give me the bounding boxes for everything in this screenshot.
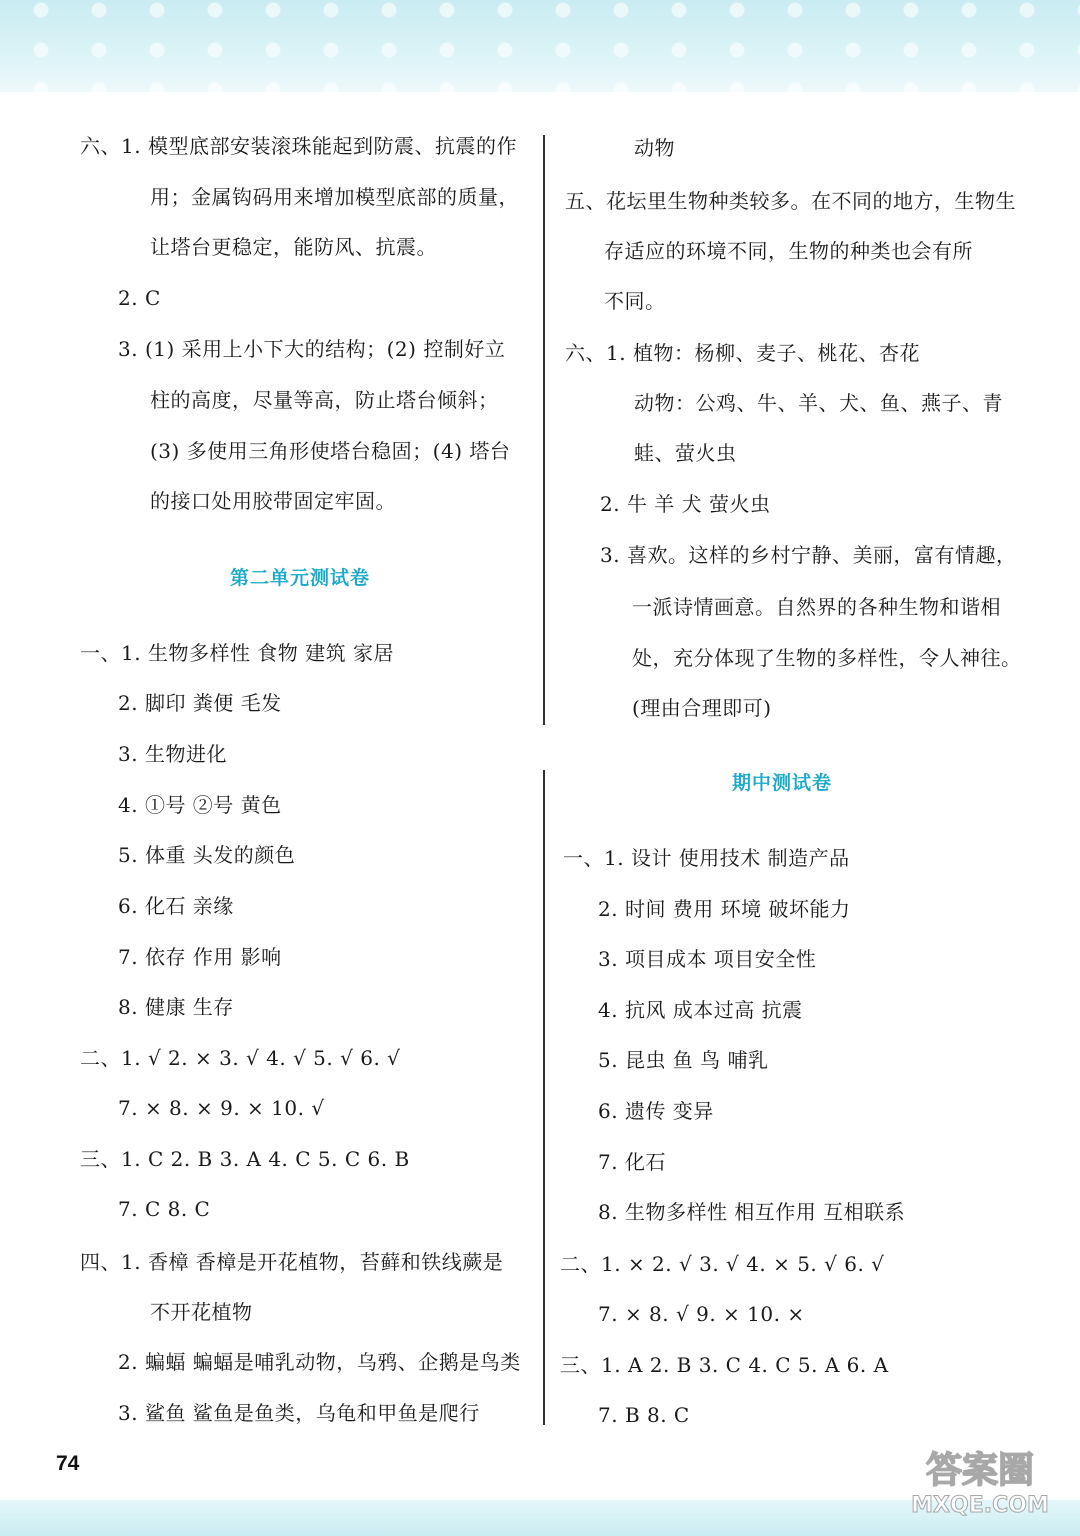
right-line: 动物：公鸡、牛、羊、犬、鱼、燕子、青 xyxy=(634,391,1003,415)
right-line: 7. × 8. √ 9. × 10. × xyxy=(598,1302,805,1326)
left-line: 3. 鲨鱼 鲨鱼是鱼类，乌龟和甲鱼是爬行 xyxy=(118,1401,480,1425)
right-line: 蛙、萤火虫 xyxy=(634,441,737,465)
left-line: 5. 体重 头发的颜色 xyxy=(118,843,296,867)
left-line: 6. 化石 亲缘 xyxy=(118,894,234,918)
left-line: 3. (1) 采用上小下大的结构；(2) 控制好立 xyxy=(118,337,506,361)
left-line: 2. 脚印 粪便 毛发 xyxy=(118,691,282,715)
right-line: 2. 时间 费用 环境 破坏能力 xyxy=(598,897,851,921)
left-line: 7. C 8. C xyxy=(118,1197,211,1221)
left-line: 二、1. √ 2. × 3. √ 4. √ 5. √ 6. √ xyxy=(80,1046,401,1070)
top-decorative-band xyxy=(0,0,1080,92)
right-line: 一派诗情画意。自然界的各种生物和谐相 xyxy=(632,595,1001,619)
section-title-unit2: 第二单元测试卷 xyxy=(230,567,371,589)
watermark-logo xyxy=(900,1440,1060,1520)
watermark-top-text: 答案圈 xyxy=(925,1450,1035,1491)
left-line: 不开花植物 xyxy=(150,1300,253,1324)
right-line: 存适应的环境不同，生物的种类也会有所 xyxy=(604,239,973,263)
left-line: 柱的高度，尽量等高，防止塔台倾斜； xyxy=(150,388,499,412)
right-line: 不同。 xyxy=(604,289,666,313)
left-line: 的接口处用胶带固定牢固。 xyxy=(150,489,396,513)
left-line: 7. 依存 作用 影响 xyxy=(118,945,282,969)
right-line: 7. B 8. C xyxy=(598,1403,690,1427)
right-line: 三、1. A 2. B 3. C 4. C 5. A 6. A xyxy=(560,1353,889,1377)
left-line: 8. 健康 生存 xyxy=(118,995,234,1019)
right-line: 五、花坛里生物种类较多。在不同的地方，生物生 xyxy=(565,189,1016,213)
right-line: 动物 xyxy=(634,136,675,160)
right-line: 6. 遗传 变异 xyxy=(598,1099,714,1123)
column-divider-lower xyxy=(543,770,545,1425)
right-line: 4. 抗风 成本过高 抗震 xyxy=(598,998,803,1022)
left-line: 六、1. 模型底部安装滚珠能起到防震、抗震的作 xyxy=(80,134,517,158)
left-line: 三、1. C 2. B 3. A 4. C 5. C 6. B xyxy=(80,1147,410,1171)
left-line: (3) 多使用三角形使塔台稳固；(4) 塔台 xyxy=(150,439,511,463)
left-line: 2. 蝙蝠 蝙蝠是哺乳动物，乌鸦、企鹅是鸟类 xyxy=(118,1350,521,1374)
watermark-bottom-text: MXQE.COM xyxy=(911,1493,1049,1518)
right-line: 2. 牛 羊 犬 萤火虫 xyxy=(600,492,771,516)
left-line: 2. C xyxy=(118,286,161,310)
left-line: 3. 生物进化 xyxy=(118,742,227,766)
right-line: 5. 昆虫 鱼 鸟 哺乳 xyxy=(598,1048,769,1072)
column-divider-upper xyxy=(543,135,545,725)
right-line: 7. 化石 xyxy=(598,1150,666,1174)
right-line: 二、1. × 2. √ 3. √ 4. × 5. √ 6. √ xyxy=(560,1252,885,1276)
left-line: 7. × 8. × 9. × 10. √ xyxy=(118,1096,325,1120)
right-line: 8. 生物多样性 相互作用 互相联系 xyxy=(598,1200,906,1224)
right-line: 处，充分体现了生物的多样性，令人神往。 xyxy=(632,646,1022,670)
right-line: 一、1. 设计 使用技术 制造产品 xyxy=(563,846,850,870)
right-line: 3. 项目成本 项目安全性 xyxy=(598,947,817,971)
left-line: 4. ①号 ②号 黄色 xyxy=(118,793,282,817)
section-title-midterm: 期中测试卷 xyxy=(732,772,833,794)
left-line: 四、1. 香樟 香樟是开花植物，苔藓和铁线蕨是 xyxy=(80,1250,504,1274)
left-line: 一、1. 生物多样性 食物 建筑 家居 xyxy=(80,641,395,665)
right-line: (理由合理即可) xyxy=(632,696,772,720)
right-line: 3. 喜欢。这样的乡村宁静、美丽，富有情趣， xyxy=(600,543,1017,567)
right-line: 六、1. 植物：杨柳、麦子、桃花、杏花 xyxy=(565,341,920,365)
page-number: 74 xyxy=(56,1452,80,1475)
band-dots xyxy=(0,0,1080,92)
left-line: 用；金属钩码用来增加模型底部的质量， xyxy=(150,185,519,209)
left-line: 让塔台更稳定，能防风、抗震。 xyxy=(150,235,437,259)
